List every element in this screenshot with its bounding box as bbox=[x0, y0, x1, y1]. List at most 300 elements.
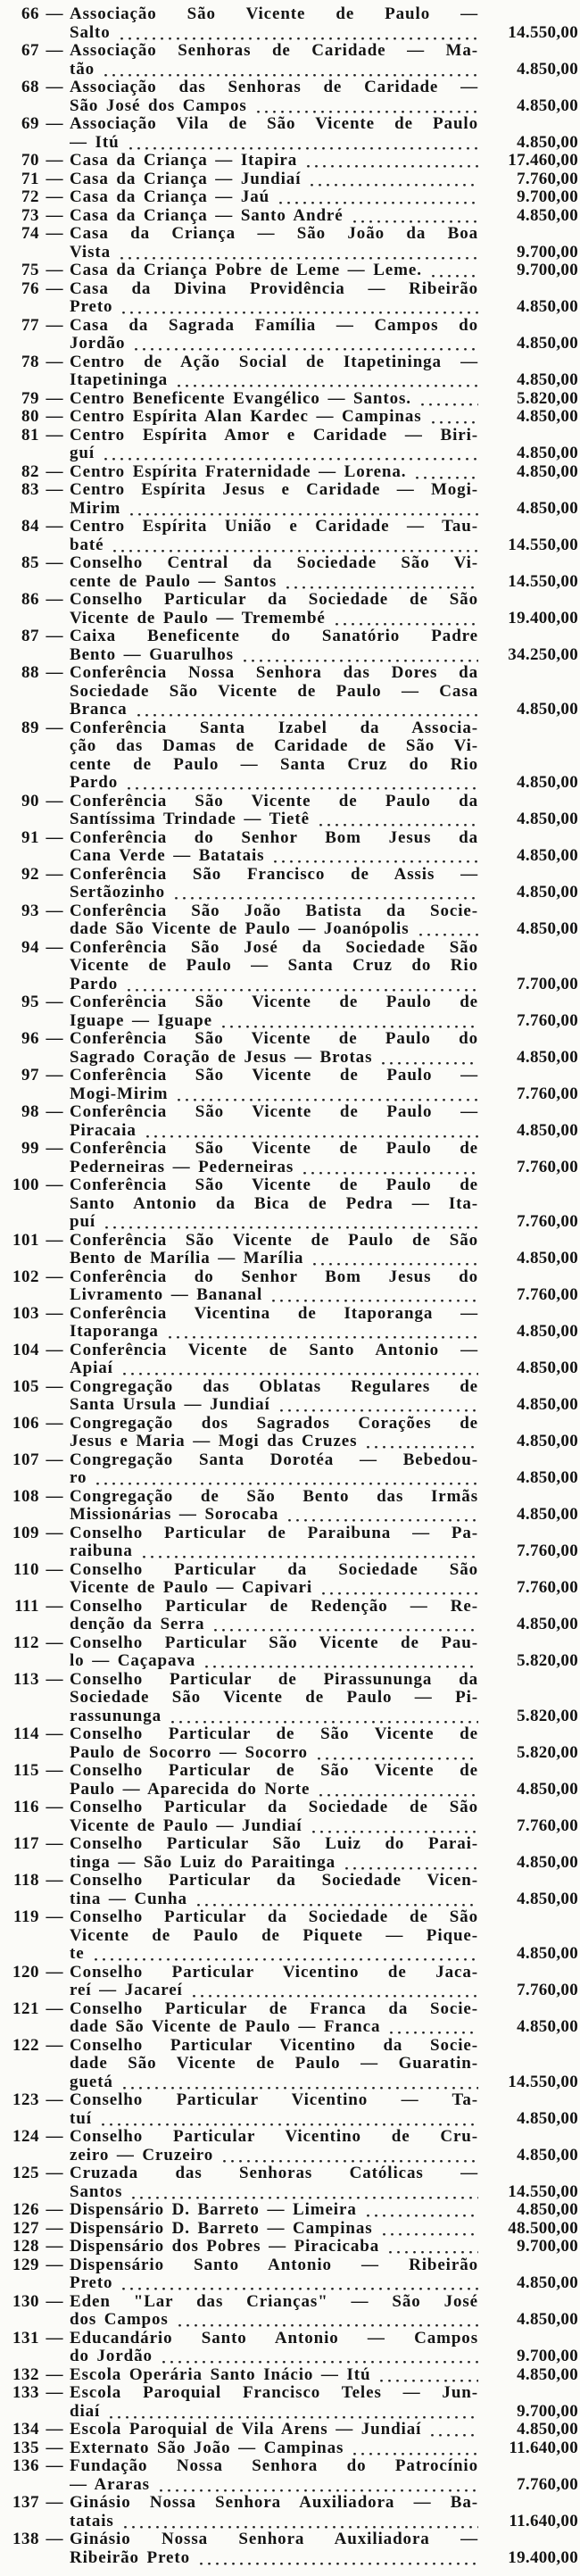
dot-leader bbox=[418, 390, 478, 409]
entry-number: 132 bbox=[12, 2364, 39, 2384]
dot-leader bbox=[254, 97, 478, 116]
entry-number: 66 bbox=[21, 4, 39, 23]
entry-name bbox=[70, 1305, 478, 1342]
list-entry bbox=[0, 2256, 580, 2293]
dot-leader bbox=[284, 573, 478, 592]
entry-name bbox=[70, 280, 478, 317]
entry-amount: 7.700,00 bbox=[517, 974, 578, 993]
entry-line-text: Apiaí bbox=[70, 1359, 113, 1377]
entry-amount: 4.850,00 bbox=[517, 2017, 578, 2036]
list-entry bbox=[0, 518, 580, 554]
entry-amount: 34.250,00 bbox=[508, 644, 578, 664]
entry-dash: — bbox=[46, 1230, 63, 1250]
entry-number: 107 bbox=[12, 1450, 39, 1469]
list-entry bbox=[0, 408, 580, 427]
entry-dash: — bbox=[46, 553, 63, 572]
entry-line: Conselho Particular de Redenção — Re- bbox=[70, 1597, 478, 1616]
entry-number: 90 bbox=[21, 791, 39, 810]
entry-line-text: dade São Vicente de Paulo — Joanópolis bbox=[70, 920, 410, 938]
dot-leader bbox=[308, 170, 478, 189]
entry-dash: — bbox=[46, 1633, 63, 1652]
list-entry bbox=[0, 2238, 580, 2256]
entry-line-text: Bento de Marília — Marília bbox=[70, 1250, 304, 1267]
entry-line: Conferência Vicente de Santo Antonio — bbox=[70, 1341, 478, 1359]
entry-number: 115 bbox=[13, 1761, 39, 1780]
entry-amount: 4.850,00 bbox=[517, 2108, 578, 2128]
list-entry bbox=[0, 2530, 580, 2567]
entry-line: Conferência São Vicente de Paulo da bbox=[70, 792, 478, 810]
entry-line bbox=[70, 335, 478, 353]
entry-line-text: Jordão bbox=[70, 335, 126, 353]
entry-amount: 7.760,00 bbox=[517, 1212, 578, 1231]
entry-amount: 4.850,00 bbox=[517, 700, 578, 719]
entry-name bbox=[70, 1835, 478, 1872]
entry-line bbox=[70, 2549, 478, 2568]
entry-dash: — bbox=[46, 1962, 63, 1982]
dot-leader bbox=[197, 2549, 478, 2568]
entry-line bbox=[70, 2110, 478, 2129]
entry-line-text: guetá bbox=[70, 2073, 113, 2091]
entry-line: Ginásio Nossa Senhora Auxiliadora — Ba- bbox=[70, 2494, 478, 2512]
entry-number: 135 bbox=[12, 2438, 39, 2457]
entry-name bbox=[70, 2201, 478, 2220]
entry-name bbox=[70, 1140, 478, 1176]
entry-line bbox=[70, 445, 478, 463]
entry-line: Centro Espírita União e Caridade — Tau- bbox=[70, 518, 478, 536]
entry-line bbox=[70, 701, 478, 719]
dot-leader bbox=[118, 24, 478, 43]
entry-dash: — bbox=[46, 1176, 63, 1194]
entry-name bbox=[70, 1030, 478, 1067]
entry-dash: — bbox=[46, 2218, 63, 2238]
entry-amount: 4.850,00 bbox=[517, 1505, 578, 1524]
list-entry bbox=[0, 2421, 580, 2439]
dot-leader bbox=[203, 1652, 478, 1671]
entry-line bbox=[70, 1506, 478, 1525]
entry-line-text: diaí bbox=[70, 2402, 101, 2421]
entry-line-text: Paulo de Socorro — Socorro bbox=[70, 1743, 308, 1762]
entry-amount: 4.850,00 bbox=[517, 1322, 578, 1341]
entry-line bbox=[70, 463, 478, 482]
entry-dash: — bbox=[46, 78, 63, 96]
entry-number: 124 bbox=[12, 2127, 39, 2146]
list-entry bbox=[0, 1835, 580, 1872]
list-entry bbox=[0, 664, 580, 719]
entry-line: Conselho Particular de São Vicente de bbox=[70, 1725, 478, 1743]
entry-number: 78 bbox=[21, 352, 39, 371]
entry-number: 112 bbox=[13, 1633, 39, 1652]
entry-line-text: puí bbox=[70, 1213, 96, 1231]
entry-amount: 9.700,00 bbox=[517, 261, 578, 279]
entry-line-text: Santíssima Trindade — Tietê bbox=[70, 810, 310, 828]
list-entry bbox=[0, 42, 580, 79]
entry-dash: — bbox=[46, 1340, 63, 1359]
entry-amount: 7.760,00 bbox=[517, 1578, 578, 1597]
entry-amount: 7.760,00 bbox=[517, 1285, 578, 1304]
entry-line: Conferência Nossa Senhora das Dores da bbox=[70, 664, 478, 682]
list-entry bbox=[0, 2384, 580, 2421]
entry-line bbox=[70, 610, 478, 628]
entry-line-text: Santa Ursula — Jundiaí bbox=[70, 1396, 270, 1414]
entry-line: Cruzada das Senhoras Católicas — bbox=[70, 2165, 478, 2182]
list-entry bbox=[0, 1415, 580, 1451]
entry-amount: 9.700,00 bbox=[517, 2347, 578, 2365]
entry-line: Conselho Particular Vicentino da Socie- bbox=[70, 2036, 478, 2055]
entry-amount: 7.760,00 bbox=[517, 1981, 578, 1999]
entry-line-text: Salto bbox=[70, 23, 111, 42]
entry-line bbox=[70, 1469, 478, 1488]
entry-name bbox=[70, 2530, 478, 2567]
entry-number: 69 bbox=[21, 114, 39, 133]
dot-leader bbox=[195, 1890, 478, 1909]
entry-amount: 9.700,00 bbox=[517, 2401, 578, 2421]
entry-dash: — bbox=[46, 1523, 63, 1542]
dot-leader bbox=[127, 134, 478, 153]
entry-line: Fundação Nossa Senhora do Patrocínio bbox=[70, 2457, 478, 2475]
entry-name bbox=[70, 1598, 478, 1634]
entry-dash: — bbox=[46, 2530, 63, 2548]
dot-leader bbox=[387, 2018, 478, 2037]
entry-line bbox=[70, 2073, 478, 2092]
entry-name bbox=[70, 152, 478, 170]
entry-name bbox=[70, 1451, 478, 1488]
entry-name bbox=[70, 2293, 478, 2330]
entry-line bbox=[70, 2220, 478, 2239]
entry-number: 80 bbox=[21, 407, 39, 426]
list-entry bbox=[0, 390, 580, 409]
entry-name bbox=[70, 1103, 478, 1140]
entry-line bbox=[70, 1708, 478, 1726]
dot-leader bbox=[175, 371, 478, 390]
entry-name bbox=[70, 2494, 478, 2530]
list-entry bbox=[0, 1872, 580, 1908]
entry-dash: — bbox=[46, 187, 63, 206]
dot-leader bbox=[125, 976, 478, 994]
entry-number: 74 bbox=[21, 224, 39, 243]
list-entry bbox=[0, 2293, 580, 2330]
entry-line bbox=[70, 1159, 478, 1177]
list-entry bbox=[0, 1378, 580, 1415]
entry-dash: — bbox=[46, 2200, 63, 2219]
entry-name bbox=[70, 993, 478, 1030]
entry-name bbox=[70, 1378, 478, 1415]
dot-leader bbox=[319, 1579, 478, 1598]
entry-line bbox=[70, 2439, 478, 2458]
dot-leader bbox=[160, 2347, 478, 2366]
entry-line: Caixa Beneficente do Sanatório Padre bbox=[70, 627, 478, 645]
entry-line-text: Santos bbox=[70, 2182, 123, 2201]
entry-dash: — bbox=[46, 1998, 63, 2018]
entry-dash: — bbox=[46, 1761, 63, 1780]
entry-line: Conselho Particular São Luiz do Parai- bbox=[70, 1835, 478, 1853]
entry-name bbox=[70, 1268, 478, 1305]
entry-line bbox=[70, 1213, 478, 1232]
entry-line bbox=[70, 774, 478, 793]
entry-amount: 4.850,00 bbox=[517, 773, 578, 792]
entry-number: 128 bbox=[12, 2237, 39, 2256]
entry-line-text: denção da Serra bbox=[70, 1616, 205, 1633]
entry-name bbox=[70, 2037, 478, 2092]
entry-line bbox=[70, 1396, 478, 1415]
entry-dash: — bbox=[46, 1139, 63, 1158]
list-entry bbox=[0, 1451, 580, 1488]
entry-number: 87 bbox=[21, 627, 39, 645]
list-entry bbox=[0, 152, 580, 170]
entry-line: Associação São Vicente de Paulo — bbox=[70, 5, 478, 23]
entry-line bbox=[70, 2366, 478, 2385]
entry-line: Santo Antonio da Bica de Pedra — Ita- bbox=[70, 1194, 478, 1213]
entry-dash: — bbox=[46, 1066, 63, 1084]
entry-name bbox=[70, 1872, 478, 1908]
entry-dash: — bbox=[46, 278, 63, 298]
list-entry bbox=[0, 207, 580, 226]
entry-line: Conferência São Vicente de Paulo de São bbox=[70, 1231, 478, 1250]
entry-name bbox=[70, 1067, 478, 1103]
entry-dash: — bbox=[46, 2237, 63, 2256]
entry-dash: — bbox=[46, 1486, 63, 1506]
list-entry bbox=[0, 627, 580, 664]
entry-line: Conselho Particular Vicentino de Jaca- bbox=[70, 1963, 478, 1982]
list-entry bbox=[0, 170, 580, 189]
dot-leader bbox=[379, 1049, 478, 1068]
entry-line bbox=[70, 536, 478, 555]
dot-leader bbox=[102, 445, 478, 463]
dot-leader bbox=[417, 920, 478, 939]
entry-line-text: Escola Operária Santo Inácio — Itú bbox=[70, 2365, 371, 2384]
entry-line bbox=[70, 298, 478, 317]
entry-line: Conselho Particular São Vicente de Pau- bbox=[70, 1633, 478, 1652]
dot-leader bbox=[220, 2147, 478, 2165]
entry-line: Conferência São Vicente de Paulo de bbox=[70, 1176, 478, 1194]
entry-name bbox=[70, 2165, 478, 2201]
entry-line-text: tuí bbox=[70, 2109, 92, 2128]
list-entry bbox=[0, 902, 580, 939]
entry-dash: — bbox=[46, 2438, 63, 2457]
entry-line bbox=[70, 1817, 478, 1836]
entry-name bbox=[70, 518, 478, 554]
entry-amount: 19.400,00 bbox=[508, 608, 578, 627]
entry-line-text: Sertãozinho bbox=[70, 884, 166, 902]
entry-line: Escola Paroquial Francisco Teles — Jun- bbox=[70, 2384, 478, 2402]
entry-line: Associação das Senhoras de Caridade — bbox=[70, 79, 478, 96]
entry-name bbox=[70, 2256, 478, 2293]
entry-line: Conselho Particular de Pirassununga da bbox=[70, 1670, 478, 1689]
entry-line-text: Pardo bbox=[70, 774, 119, 792]
entry-line bbox=[70, 390, 478, 409]
entry-name bbox=[70, 793, 478, 829]
entry-name bbox=[70, 664, 478, 719]
list-entry bbox=[0, 79, 580, 115]
entry-amount: 4.850,00 bbox=[517, 96, 578, 115]
dot-leader bbox=[99, 2110, 478, 2129]
entry-amount: 4.850,00 bbox=[517, 132, 578, 152]
entry-line-text: São José dos Campos bbox=[70, 96, 247, 115]
entry-name bbox=[70, 554, 478, 591]
entry-name bbox=[70, 2238, 478, 2256]
entry-line-text: Dispensário D. Barreto — Campinas bbox=[70, 2219, 373, 2238]
dot-leader bbox=[351, 207, 478, 226]
entry-dash: — bbox=[46, 1834, 63, 1853]
entry-line-text: — Itú bbox=[70, 133, 120, 152]
entry-amount: 5.820,00 bbox=[517, 1651, 578, 1670]
entry-line bbox=[70, 1085, 478, 1104]
list-entry bbox=[0, 1671, 580, 1726]
entry-line: Conselho Particular da Sociedade São bbox=[70, 1560, 478, 1579]
list-entry bbox=[0, 317, 580, 353]
entry-number: 84 bbox=[21, 517, 39, 536]
list-entry bbox=[0, 2220, 580, 2239]
entry-name bbox=[70, 1415, 478, 1451]
list-entry bbox=[0, 866, 580, 902]
entry-number: 77 bbox=[21, 315, 39, 335]
dot-leader bbox=[301, 1159, 478, 1177]
entry-line-text: Centro Beneficente Evangélico — Santos. bbox=[70, 389, 411, 408]
entry-dash: — bbox=[46, 1376, 63, 1396]
entry-number: 92 bbox=[21, 864, 39, 884]
entry-line-text: rassununga bbox=[70, 1707, 162, 1725]
entry-line: Conferência São Vicente de Paulo — bbox=[70, 1067, 478, 1084]
entry-line-text: reí — Jacareí bbox=[70, 1982, 183, 1999]
list-entry bbox=[0, 1525, 580, 1561]
entry-line: Conferência Vicentina de Itaporanga — bbox=[70, 1304, 478, 1323]
entry-line: Congregação dos Sagrados Corações de bbox=[70, 1414, 478, 1433]
list-entry bbox=[0, 1598, 580, 1634]
entry-line: Conselho Particular da Sociedade de São bbox=[70, 1908, 478, 1926]
entry-name bbox=[70, 1671, 478, 1726]
entry-dash: — bbox=[46, 517, 63, 536]
entry-dash: — bbox=[46, 205, 63, 225]
entry-line bbox=[70, 976, 478, 994]
entry-dash: — bbox=[46, 791, 63, 810]
dot-leader bbox=[118, 244, 478, 262]
entry-line-text: Cana Verde — Batatais bbox=[70, 847, 265, 865]
entry-dash: — bbox=[46, 993, 63, 1011]
entry-number: 101 bbox=[12, 1230, 39, 1250]
entry-line-text: dade São Vicente de Paulo — Franca bbox=[70, 2018, 381, 2036]
list-entry bbox=[0, 1176, 580, 1232]
dot-leader bbox=[269, 1286, 478, 1305]
entry-dash: — bbox=[46, 1871, 63, 1890]
entry-dash: — bbox=[46, 315, 63, 335]
entry-number: 81 bbox=[21, 425, 39, 445]
entry-amount: 14.550,00 bbox=[508, 535, 578, 554]
entry-line: Conferência São José da Sociedade São bbox=[70, 938, 478, 957]
entry-amount: 5.820,00 bbox=[517, 1742, 578, 1762]
list-entry bbox=[0, 591, 580, 627]
entry-name bbox=[70, 2457, 478, 2494]
entry-line: Conferência São João Batista da Socie- bbox=[70, 902, 478, 920]
entry-amount: 14.550,00 bbox=[508, 2181, 578, 2201]
entry-line bbox=[70, 573, 478, 592]
entry-line-text: raibuna bbox=[70, 1542, 133, 1560]
dot-leader bbox=[286, 1506, 478, 1525]
dot-leader bbox=[429, 262, 478, 280]
entry-dash: — bbox=[46, 224, 63, 243]
entry-line bbox=[70, 2311, 478, 2330]
entry-line bbox=[70, 646, 478, 665]
entry-number: 97 bbox=[21, 1066, 39, 1084]
list-entry bbox=[0, 554, 580, 591]
entry-line-text: Vicente de Paulo — Jundiaí bbox=[70, 1816, 302, 1835]
entry-amount: 4.850,00 bbox=[517, 883, 578, 902]
entry-line: Conferência São Vicente de Paulo de bbox=[70, 1140, 478, 1158]
entry-line bbox=[70, 2201, 478, 2220]
entry-dash: — bbox=[46, 1907, 63, 1926]
entry-amount: 4.850,00 bbox=[517, 1359, 578, 1377]
list-entry bbox=[0, 2000, 580, 2037]
dot-leader bbox=[271, 847, 478, 866]
entry-amount: 19.400,00 bbox=[508, 2547, 578, 2567]
entry-line-text: tão bbox=[70, 60, 95, 79]
dot-leader bbox=[190, 1982, 478, 2000]
list-entry bbox=[0, 225, 580, 262]
entry-line: Educandário Santo Antonio — Campos bbox=[70, 2329, 478, 2347]
entry-dash: — bbox=[46, 151, 63, 170]
dot-leader bbox=[120, 1359, 478, 1378]
entry-name bbox=[70, 463, 478, 482]
entry-line bbox=[70, 1945, 478, 1964]
entry-amount: 4.850,00 bbox=[517, 1120, 578, 1140]
entry-line-text: zeiro — Cruzeiro bbox=[70, 2146, 214, 2165]
entry-line: Centro Espírita Jesus e Caridade — Mogi- bbox=[70, 481, 478, 499]
entry-line-text: ro bbox=[70, 1469, 87, 1487]
entry-line: Conselho Particular de São Vicente de bbox=[70, 1762, 478, 1780]
entry-name bbox=[70, 2128, 478, 2165]
entry-line: Conferência Santa Izabel da Associa- bbox=[70, 719, 478, 737]
entry-name bbox=[70, 591, 478, 627]
entry-name bbox=[70, 829, 478, 866]
dot-leader bbox=[277, 188, 478, 207]
entry-number: 72 bbox=[21, 187, 39, 206]
dot-leader bbox=[211, 1616, 478, 1634]
entry-line-text: Dispensário D. Barreto — Limeira bbox=[70, 2201, 357, 2219]
dot-leader bbox=[364, 2201, 478, 2220]
entry-dash: — bbox=[46, 1413, 63, 1433]
entry-dash: — bbox=[46, 2291, 63, 2311]
entry-dash: — bbox=[46, 937, 63, 957]
entry-number: 103 bbox=[12, 1303, 39, 1323]
entry-number: 110 bbox=[13, 1559, 39, 1579]
entry-line-text: Centro Espírita Alan Kardec — Campinas bbox=[70, 408, 422, 426]
dot-leader bbox=[377, 2366, 478, 2385]
entry-name bbox=[70, 1908, 478, 1964]
list-entry bbox=[0, 1103, 580, 1140]
entry-number: 122 bbox=[12, 2035, 39, 2055]
entry-line: Centro Espírita Amor e Caridade — Biri- bbox=[70, 426, 478, 445]
entry-amount: 9.700,00 bbox=[517, 242, 578, 262]
entry-line bbox=[70, 1433, 478, 1451]
entry-name bbox=[70, 1176, 478, 1232]
dot-leader bbox=[121, 2513, 478, 2531]
entry-line-text: Mirim bbox=[70, 499, 121, 518]
entry-dash: — bbox=[46, 1798, 63, 1816]
list-entry bbox=[0, 2366, 580, 2385]
entry-line-text: Centro Espírita Fraternidade — Lorena. bbox=[70, 462, 407, 481]
entry-line bbox=[70, 1982, 478, 2000]
entry-number: 129 bbox=[12, 2255, 39, 2274]
entry-dash: — bbox=[46, 590, 63, 609]
entry-line-text: Casa da Criança — Jundiaí bbox=[70, 170, 302, 188]
list-entry bbox=[0, 463, 580, 482]
entry-dash: — bbox=[46, 1029, 63, 1048]
dot-leader bbox=[311, 1250, 478, 1268]
dot-leader bbox=[175, 1085, 478, 1104]
entry-number: 131 bbox=[12, 2328, 39, 2347]
entry-line-text: Ribeirão Preto bbox=[70, 2548, 191, 2567]
entry-number: 96 bbox=[21, 1029, 39, 1048]
list-entry bbox=[0, 5, 580, 42]
list-entry bbox=[0, 1762, 580, 1799]
